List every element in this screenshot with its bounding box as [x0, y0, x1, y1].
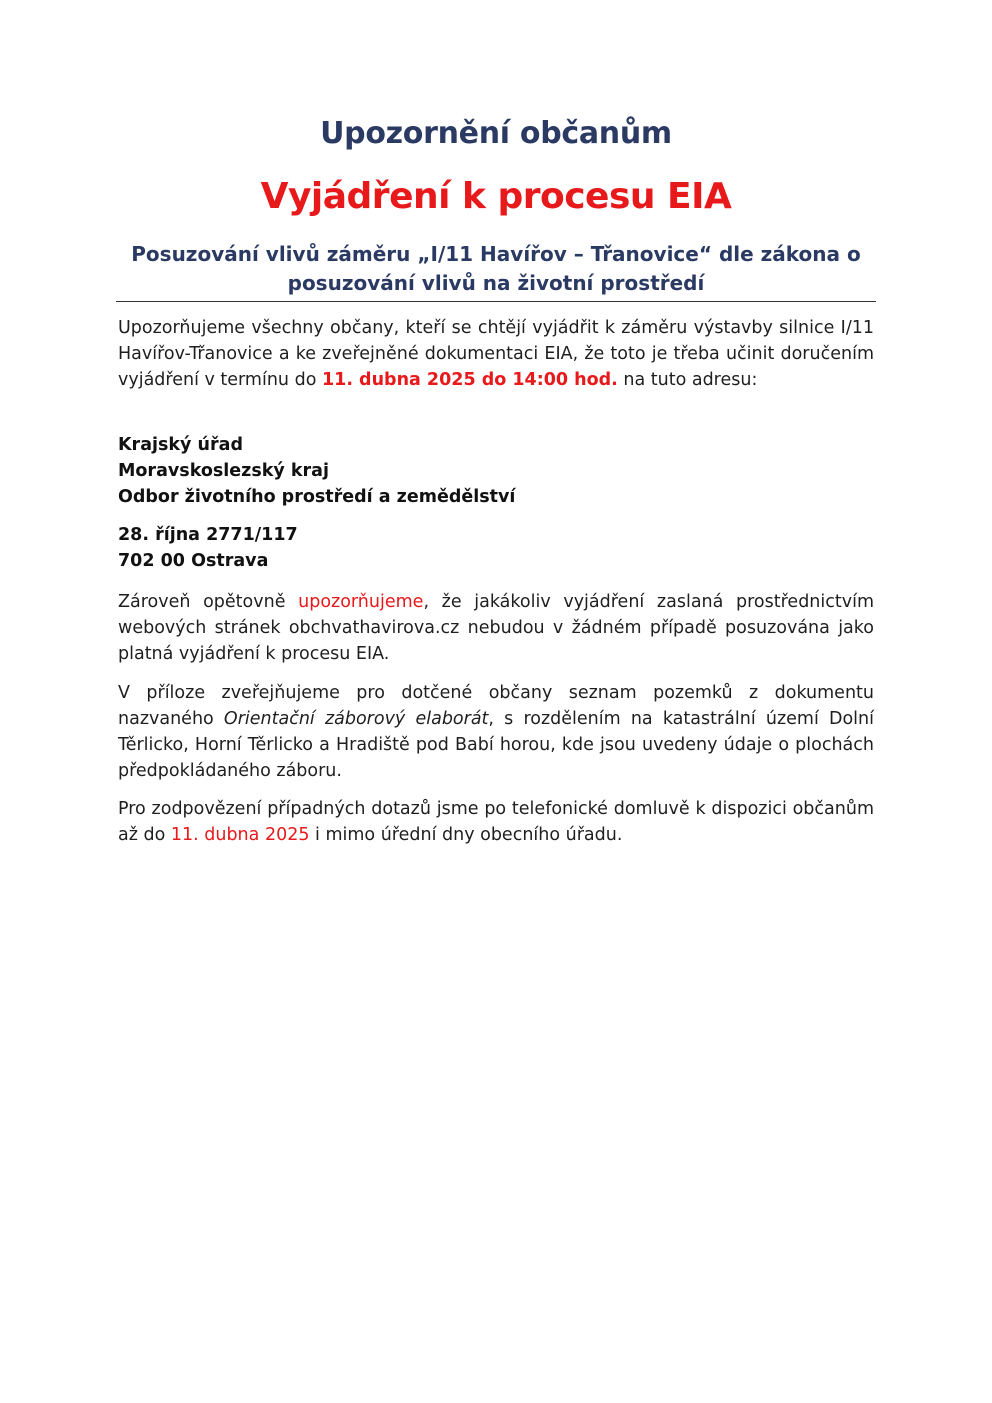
notice-title: Upozornění občanům: [320, 116, 672, 151]
subtitle-line-1: Posuzování vlivů záměru „I/11 Havířov – Třanovice“ dle zákona o: [131, 242, 861, 266]
paragraph-attachment-before: V příloze zveřejňujeme pro dotčené občany seznam pozemků z dokumentu nazvaného: [118, 683, 874, 729]
paragraph-web-warning: [118, 589, 874, 667]
paragraph-contact-before: Pro zodpovězení případných dotazů jsme po telefonické domluvě k dispozici občanům až do: [118, 799, 874, 845]
main-title: Vyjádření k procesu EIA: [260, 176, 732, 217]
title-divider: [116, 301, 876, 302]
paragraph-attachment-after: , s rozdělením na katastrální území Dolní Těrlicko, Horní Těrlicko a Hradiště pod Babí horou, kde jsou uvedeny údaje o plochách předpokládaného záboru.: [118, 709, 874, 781]
paragraph-deadline-text-before: Upozorňujeme všechny občany, kteří se chtějí vyjádřit k záměru výstavby silnice I/11 Havířov-Třanovice a ke zveřejněné dokumentaci EIA, že toto je třeba učinit doručením vyjádření v termínu do: [118, 318, 874, 390]
address-street: 28. října 2771/117: [118, 525, 298, 545]
paragraph-attachment: [118, 680, 874, 784]
address-city: 702 00 Ostrava: [118, 551, 269, 571]
subtitle-line-2: posuzování vlivů na životní prostředí: [287, 271, 705, 295]
subtitle: [118, 240, 874, 298]
street-address-block: [118, 522, 874, 574]
paragraph-web-warning-before: Zároveň opětovně: [118, 592, 299, 612]
paragraph-web-warning-after: , že jakákoliv vyjádření zaslaná prostřednictvím webových stránek obchvathavirova.cz nebudou v žádném případě posuzována jako platná vyjádření k procesu EIA.: [118, 592, 875, 664]
address-line-2: Moravskoslezský kraj: [118, 461, 329, 481]
paragraph-deadline: [118, 315, 874, 393]
paragraph-contact: [118, 796, 874, 848]
document-name: Orientační záborový elaborát: [223, 709, 489, 729]
address-line-1: Krajský úřad: [118, 435, 243, 455]
address-line-3: Odbor životního prostředí a zemědělství: [118, 487, 516, 507]
warning-highlight: upozorňujeme: [298, 592, 424, 612]
address-block: [118, 432, 874, 510]
paragraph-contact-after: i mimo úřední dny obecního úřadu.: [309, 825, 623, 845]
contact-date-highlight: 11. dubna 2025: [170, 825, 310, 845]
paragraph-deadline-text-after: na tuto adresu:: [617, 370, 758, 390]
deadline-highlight: 11. dubna 2025 do 14:00 hod.: [321, 370, 618, 390]
